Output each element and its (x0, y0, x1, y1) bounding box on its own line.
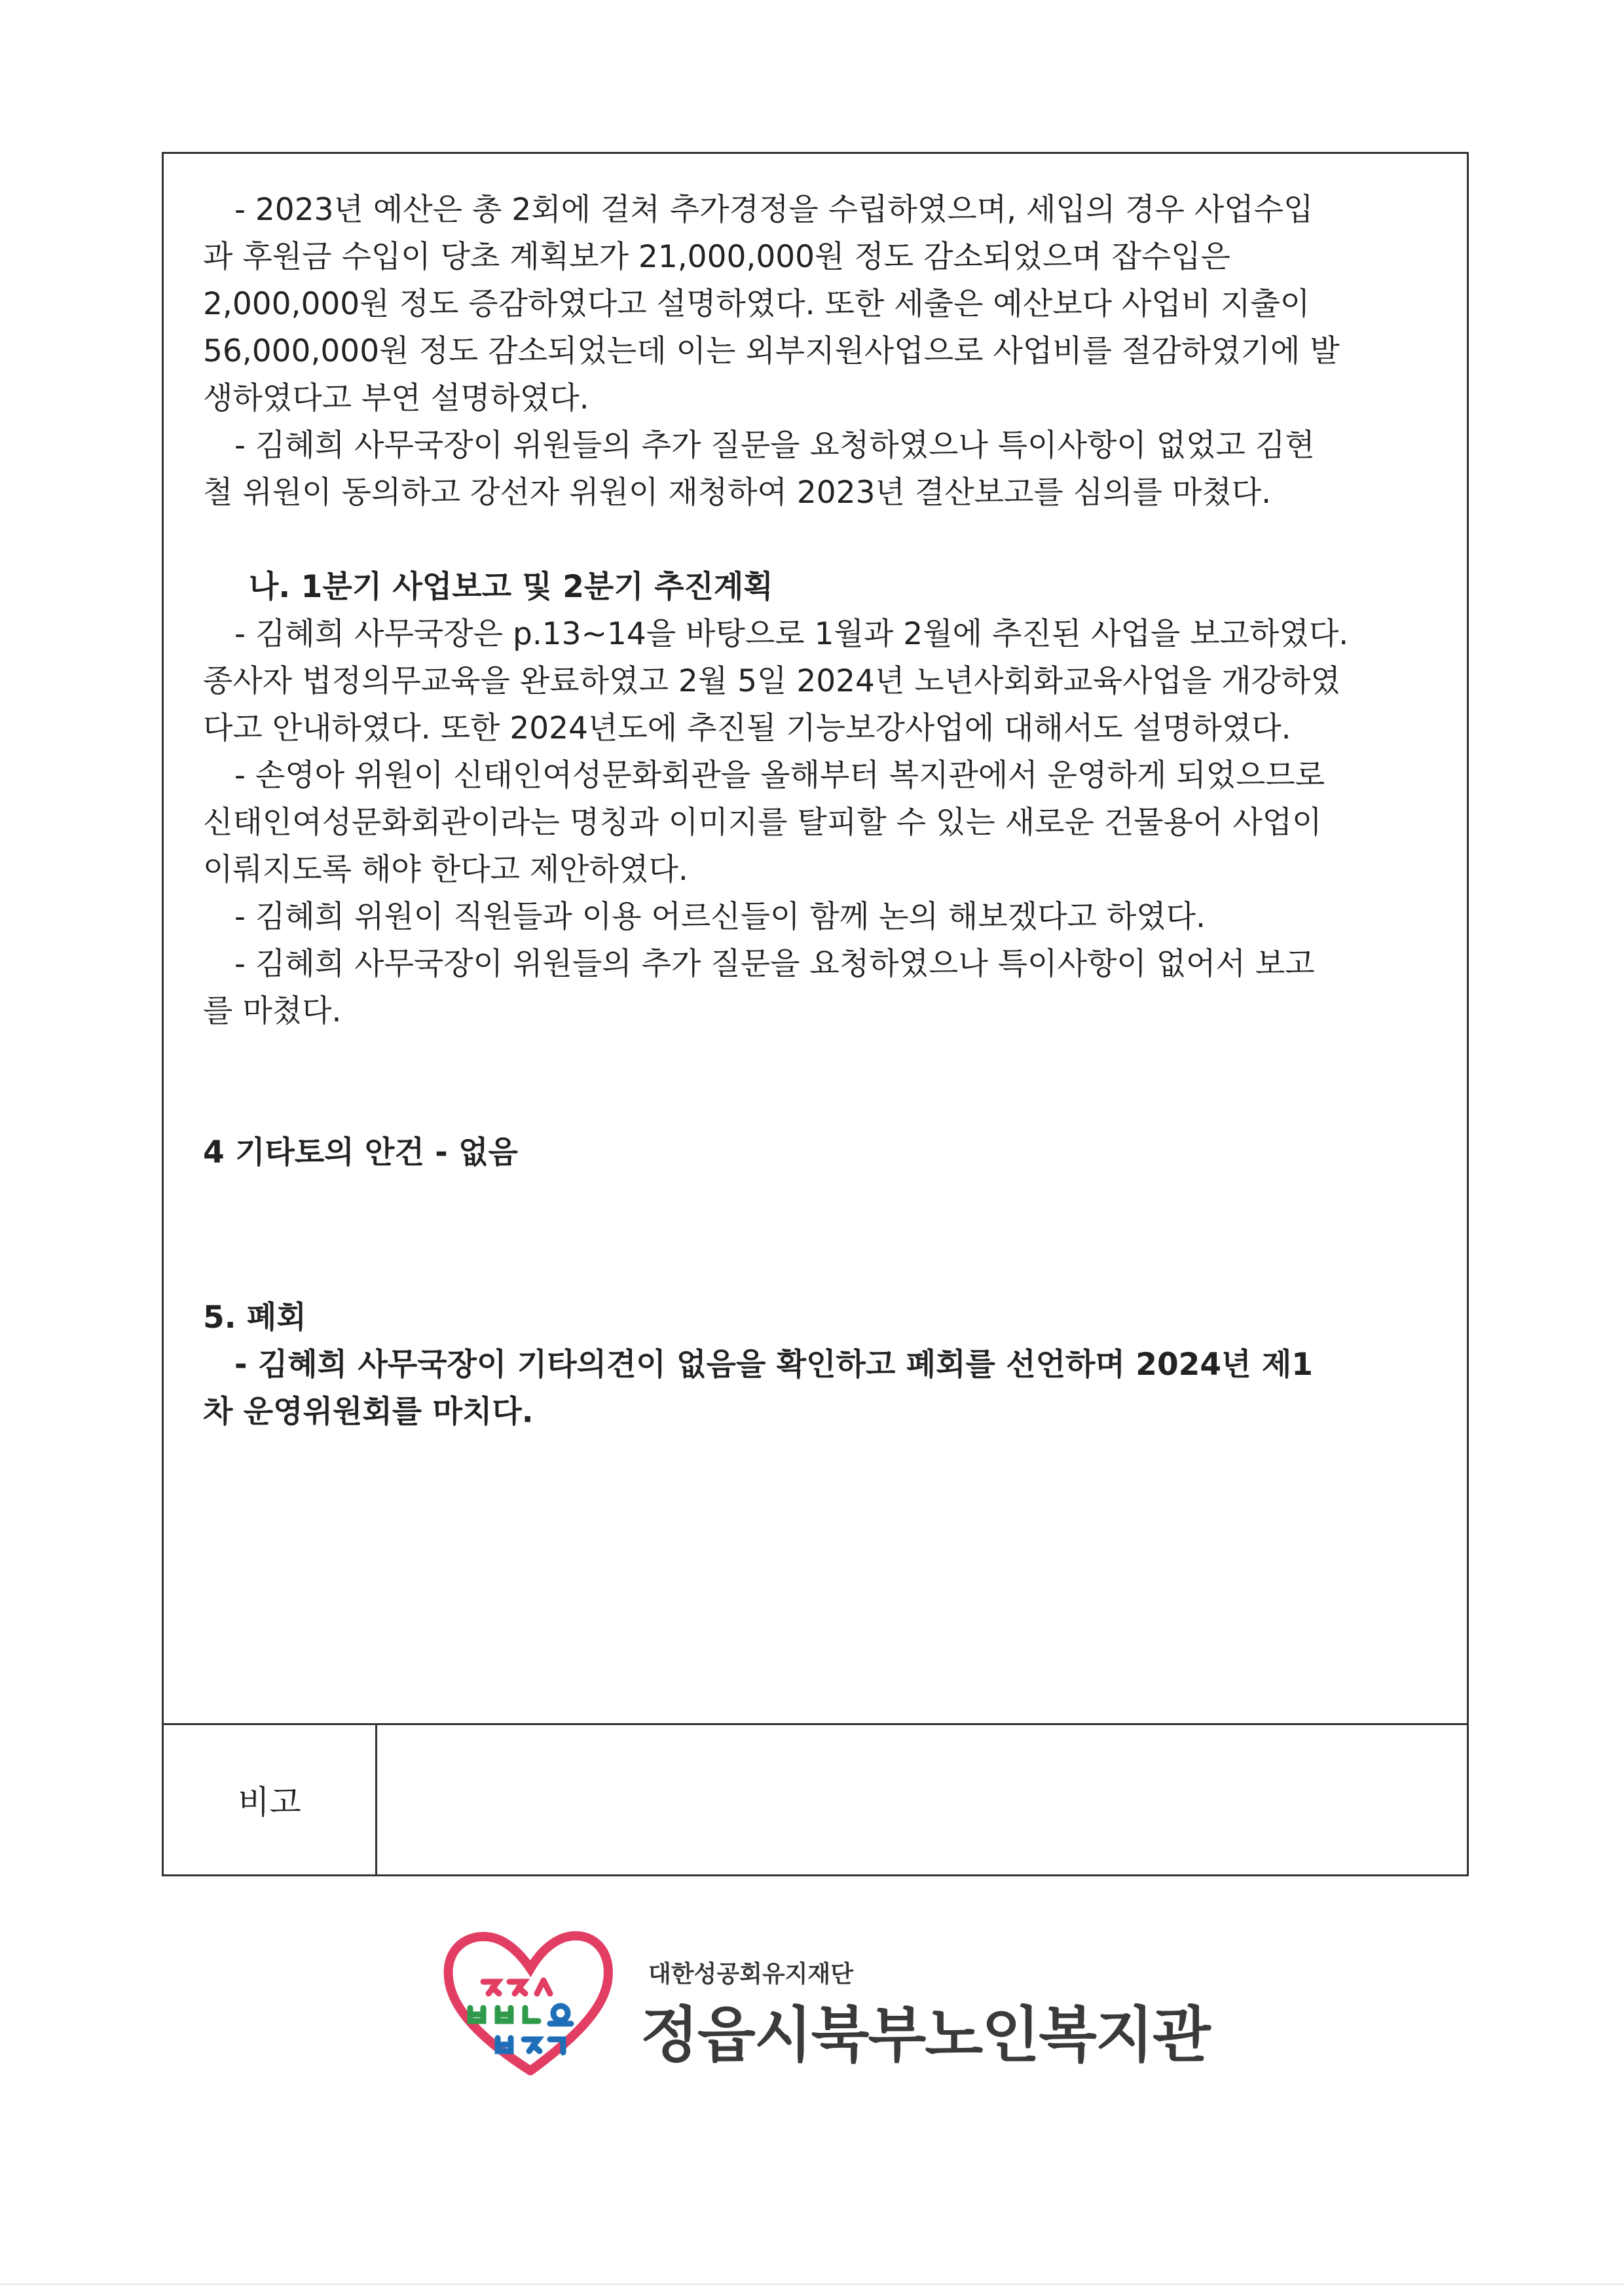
minutes-body-cell (164, 154, 1467, 1725)
scan-edge-line (0, 2284, 1624, 2285)
heart-logo-icon (432, 1922, 622, 2079)
section-4-heading: 4 기타토의 안건 - 없음 (203, 1135, 518, 1171)
section-a-para1-line1: - 2023년 예산은 총 2회에 걸쳐 추가경정을 수립하였으며, 세입의 경우 사업수입 (234, 192, 1314, 228)
section-5-line1: - 김혜희 사무국장이 기타의견이 없음을 확인하고 폐회를 선언하며 2024년 제1 (234, 1347, 1313, 1383)
section-5-line2: 차 운영위원회를 마치다. (203, 1394, 534, 1430)
organization-name: 정읍시북부노인복지관 (640, 2000, 1209, 2070)
section-b-para2-line2: 신태인여성문화회관이라는 명칭과 이미지를 탈피할 수 있는 새로운 건물용어 사업이 (203, 805, 1322, 841)
section-b-heading: 나. 1분기 사업보고 및 2분기 추진계획 (249, 569, 773, 605)
section-b-para3-line1: - 김혜희 위원이 직원들과 이용 어르신들이 함께 논의 해보겠다고 하였다. (234, 899, 1206, 935)
section-b-para2-line3: 이뤄지도록 해야 한다고 제안하였다. (203, 852, 688, 888)
remarks-label: 비고 (164, 1725, 377, 1874)
section-a-para2-line2: 철 위원이 동의하고 강선자 위원이 재청하여 2023년 결산보고를 심의를 마쳤다. (203, 475, 1272, 511)
section-5-heading: 5. 폐회 (203, 1300, 306, 1336)
foundation-name: 대한성공회유지재단 (648, 1961, 853, 1988)
section-a-para1-line5: 생하였다고 부연 설명하였다. (203, 380, 589, 416)
section-b-para2-line1: - 손영아 위원이 신태인여성문화회관을 올해부터 복지관에서 운영하게 되었으므로 (234, 757, 1325, 793)
section-a-para2-line1: - 김혜희 사무국장이 위원들의 추가 질문을 요청하였으나 특이사항이 없었고 김현 (234, 428, 1315, 464)
section-b-para4-line1: - 김혜희 사무국장이 위원들의 추가 질문을 요청하였으나 특이사항이 없어서 보고 (234, 946, 1315, 982)
section-b-para4-line2: 를 마쳤다. (203, 993, 342, 1029)
section-b-para1-line2: 종사자 법정의무교육을 완료하였고 2월 5일 2024년 노년사회화교육사업을 개강하였 (203, 663, 1340, 699)
section-a-para1-line4: 56,000,000원 정도 감소되었는데 이는 외부지원사업으로 사업비를 절감하였기에 발 (203, 333, 1340, 369)
footer-logo (432, 1922, 1218, 2079)
section-a-para1-line3: 2,000,000원 정도 증감하였다고 설명하였다. 또한 세출은 예산보다 사업비 지출이 (203, 286, 1310, 322)
minutes-text (203, 187, 1434, 1436)
minutes-table (162, 152, 1469, 1876)
section-b-para1-line1: - 김혜희 사무국장은 p.13~14을 바탕으로 1월과 2월에 추진된 사업을 보고하였다. (234, 616, 1349, 652)
section-b-para1-line3: 다고 안내하였다. 또한 2024년도에 추진될 기능보강사업에 대해서도 설명하였다. (203, 710, 1291, 746)
section-a-para1-line2: 과 후원금 수입이 당초 계획보가 21,000,000원 정도 감소되었으며 잡수입은 (203, 239, 1231, 275)
remarks-value (377, 1725, 1467, 1874)
